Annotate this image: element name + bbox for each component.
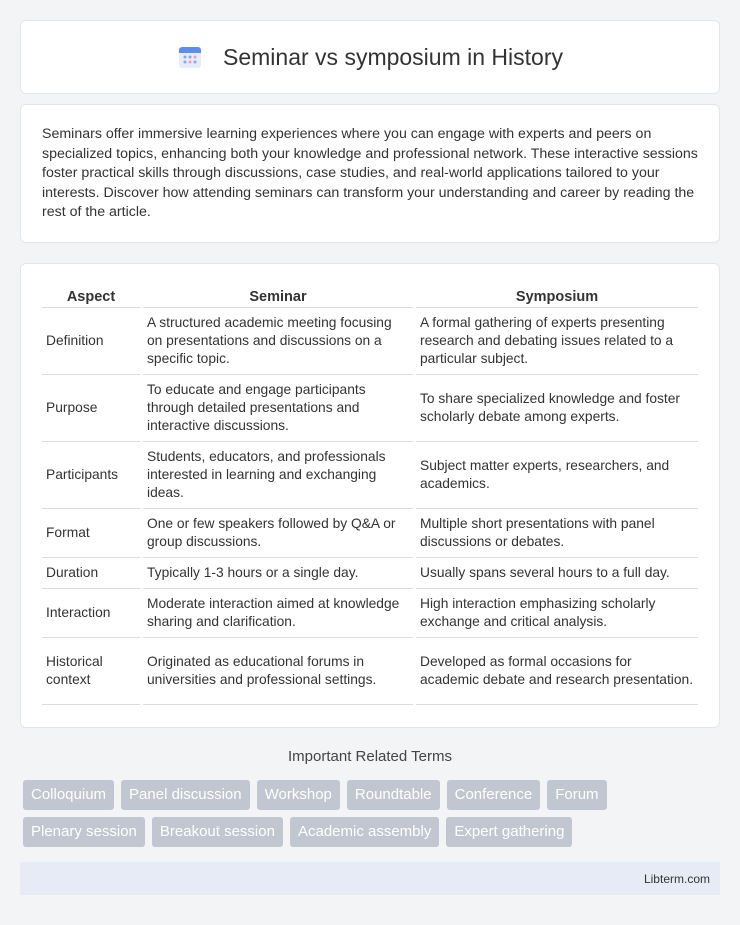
table-cell-seminar: Moderate interaction aimed at knowledge sharing and clarification.	[143, 589, 413, 638]
related-terms-list	[23, 780, 723, 847]
term-tag[interactable]: Roundtable	[347, 780, 440, 810]
footer-link[interactable]: Libterm.com	[643, 871, 710, 886]
term-tag[interactable]: Forum	[547, 780, 606, 810]
table-cell-symposium: Multiple short presentations with panel discussions or debates.	[416, 509, 698, 558]
table-cell-seminar: To educate and engage participants through detailed presentations and interactive discussions.	[143, 375, 413, 442]
comparison-table	[39, 286, 701, 705]
intro-text: Seminars offer immersive learning experiences where you can engage with experts and peers on specialized topics, enhancing both your knowledge and professional network. These interactive sessions foster practical skills through discussions, case studies, and real-world applications tailored to your interests. Discover how attending seminars can transform your understanding and career by reading the rest of the article.	[42, 126, 698, 221]
header-symposium: Symposium	[416, 286, 698, 308]
table-cell-aspect: Format	[42, 509, 140, 558]
table-cell-symposium: Usually spans several hours to a full day.	[416, 558, 698, 589]
table-cell-seminar: Originated as educational forums in universities and professional settings.	[143, 638, 413, 705]
header-aspect: Aspect	[42, 286, 140, 308]
header-seminar: Seminar	[143, 286, 413, 308]
table-cell-aspect: Definition	[42, 308, 140, 375]
table-cell-symposium: A formal gathering of experts presenting research and debating issues related to a particular subject.	[416, 308, 698, 375]
term-tag[interactable]: Colloquium	[23, 780, 114, 810]
table-cell-symposium: Subject matter experts, researchers, and academics.	[416, 442, 698, 509]
table-cell-seminar: A structured academic meeting focusing on presentations and discussions on a specific topic.	[143, 308, 413, 375]
table-cell-seminar: Typically 1-3 hours or a single day.	[143, 558, 413, 589]
calendar-icon	[177, 44, 203, 70]
table-cell-aspect: Purpose	[42, 375, 140, 442]
table-row	[42, 375, 698, 442]
table-cell-symposium: High interaction emphasizing scholarly exchange and critical analysis.	[416, 589, 698, 638]
related-terms-title: Important Related Terms	[288, 748, 452, 765]
table-row	[42, 558, 698, 589]
table-cell-aspect: Participants	[42, 442, 140, 509]
term-tag[interactable]: Expert gathering	[446, 817, 572, 847]
term-tag[interactable]: Workshop	[257, 780, 340, 810]
table-cell-seminar: One or few speakers followed by Q&A or group discussions.	[143, 509, 413, 558]
term-tag[interactable]: Plenary session	[23, 817, 145, 847]
term-tag[interactable]: Breakout session	[152, 817, 283, 847]
term-tag[interactable]: Academic assembly	[290, 817, 439, 847]
table-row	[42, 509, 698, 558]
table-header-row	[42, 286, 698, 308]
table-cell-seminar: Students, educators, and professionals interested in learning and exchanging ideas.	[143, 442, 413, 509]
intro-card	[20, 104, 720, 243]
table-cell-aspect: Historical context	[42, 638, 140, 705]
table-cell-aspect: Duration	[42, 558, 140, 589]
page-footer	[20, 862, 720, 895]
table-cell-aspect: Interaction	[42, 589, 140, 638]
page-title: Seminar vs symposium in History	[223, 43, 563, 70]
table-row	[42, 638, 698, 705]
table-row	[42, 442, 698, 509]
page-header	[20, 20, 720, 94]
table-row	[42, 308, 698, 375]
table-cell-symposium: To share specialized knowledge and foster scholarly debate among experts.	[416, 375, 698, 442]
comparison-table-card	[20, 263, 720, 728]
term-tag[interactable]: Panel discussion	[121, 780, 250, 810]
table-cell-symposium: Developed as formal occasions for academic debate and research presentation.	[416, 638, 698, 705]
table-row	[42, 589, 698, 638]
term-tag[interactable]: Conference	[447, 780, 541, 810]
